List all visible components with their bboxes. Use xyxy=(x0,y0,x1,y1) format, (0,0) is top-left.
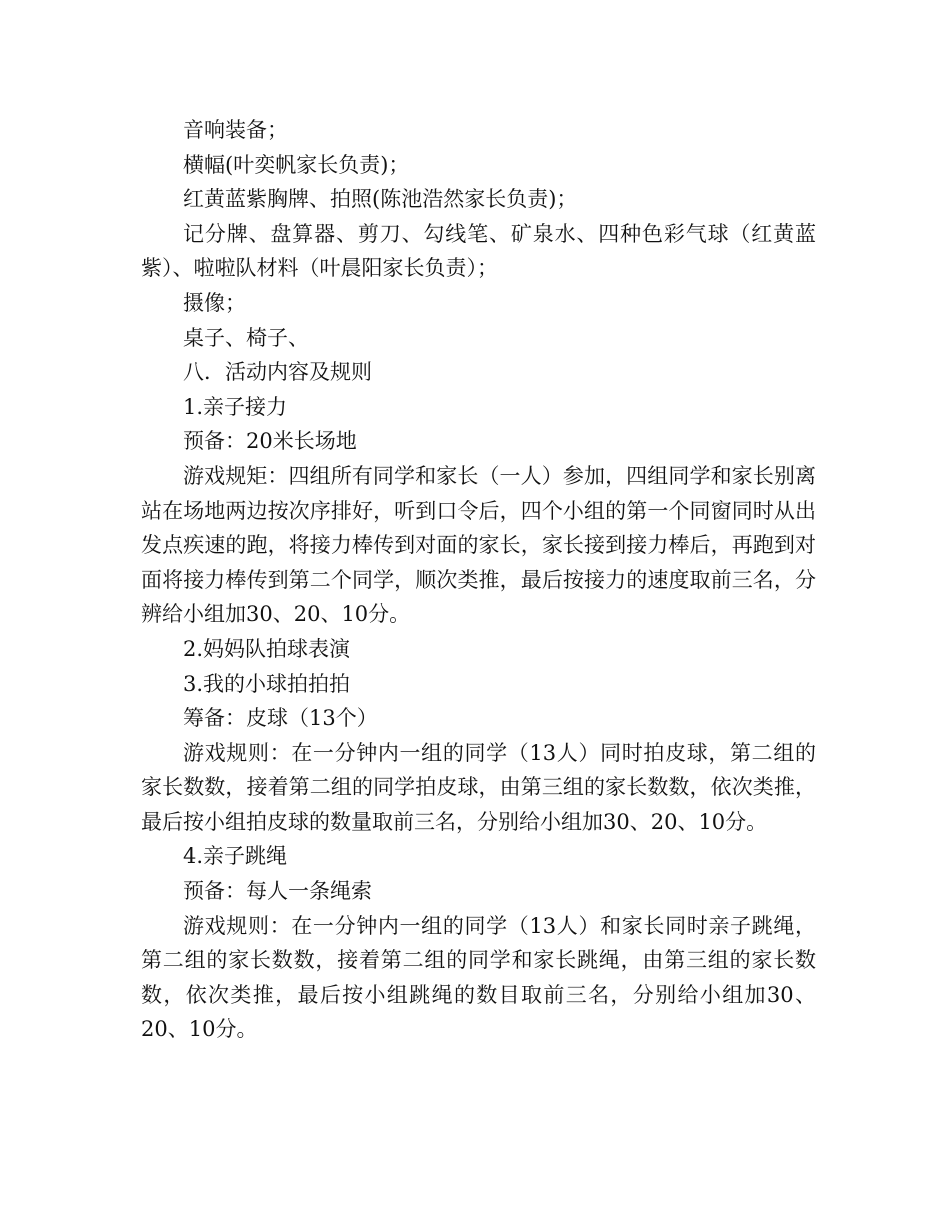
activity-title-mom-ball: 2.妈妈队拍球表演 xyxy=(183,636,351,661)
paragraph-video: 摄像； xyxy=(183,290,246,315)
activity-title-ball-bounce: 3.我的小球拍拍拍 xyxy=(183,671,351,696)
paragraph-banner: 横幅(叶奕帆家长负责)； xyxy=(183,152,410,177)
activity-rules-ball-bounce: 游戏规则：在一分钟内一组的同学（13人）同时拍皮球，第二组的家长数数，接着第二组的同学拍皮球，由第三组的家长数数，依次类推，最后按小组拍皮球的数量取前三名，分别给小组加30、20、10分。 xyxy=(141,740,816,834)
activity-prep-rope-skip: 预备：每人一条绳索 xyxy=(183,879,372,904)
paragraph-audio-equipment: 音响装备； xyxy=(183,118,288,142)
activity-title-relay: 1.亲子接力 xyxy=(183,394,288,419)
paragraph-badges-photos: 红黄蓝紫胸牌、拍照(陈池浩然家长负责)； xyxy=(183,187,578,212)
activity-rules-relay: 游戏规矩：四组所有同学和家长（一人）参加，四组同学和家长别离站在场地两边按次序排好，听到口令后，四个小组的第一个同窗同时从出发点疾速的跑，将接力棒传到对面的家长，家长接到接力棒后，再跑到对面将接力棒传到第二个同学，顺次类推，最后按接力的速度取前三名，分辨给小组加30、20、10分。 xyxy=(141,463,816,627)
activity-prep-ball-bounce: 筹备：皮球（13个） xyxy=(183,706,378,731)
activity-rules-rope-skip: 游戏规则：在一分钟内一组的同学（13人）和家长同时亲子跳绳，第二组的家长数数，接着第二组的同学和家长跳绳，由第三组的家长数数，依次类推，最后按小组跳绳的数目取前三名，分别给小组加30、20、10分。 xyxy=(141,913,816,1042)
paragraph-supplies: 记分牌、盘算器、剪刀、勾线笔、矿泉水、四种色彩气球（红黄蓝紫）、啦啦队材料（叶晨阳家长负责）； xyxy=(141,221,816,281)
activity-prep-relay: 预备：20米长场地 xyxy=(183,429,357,454)
activity-title-rope-skip: 4.亲子跳绳 xyxy=(183,844,288,869)
document-body xyxy=(141,113,816,1047)
section-heading-activities: 八．活动内容及规则 xyxy=(183,360,372,385)
paragraph-tables-chairs: 桌子、椅子、 xyxy=(183,325,309,350)
